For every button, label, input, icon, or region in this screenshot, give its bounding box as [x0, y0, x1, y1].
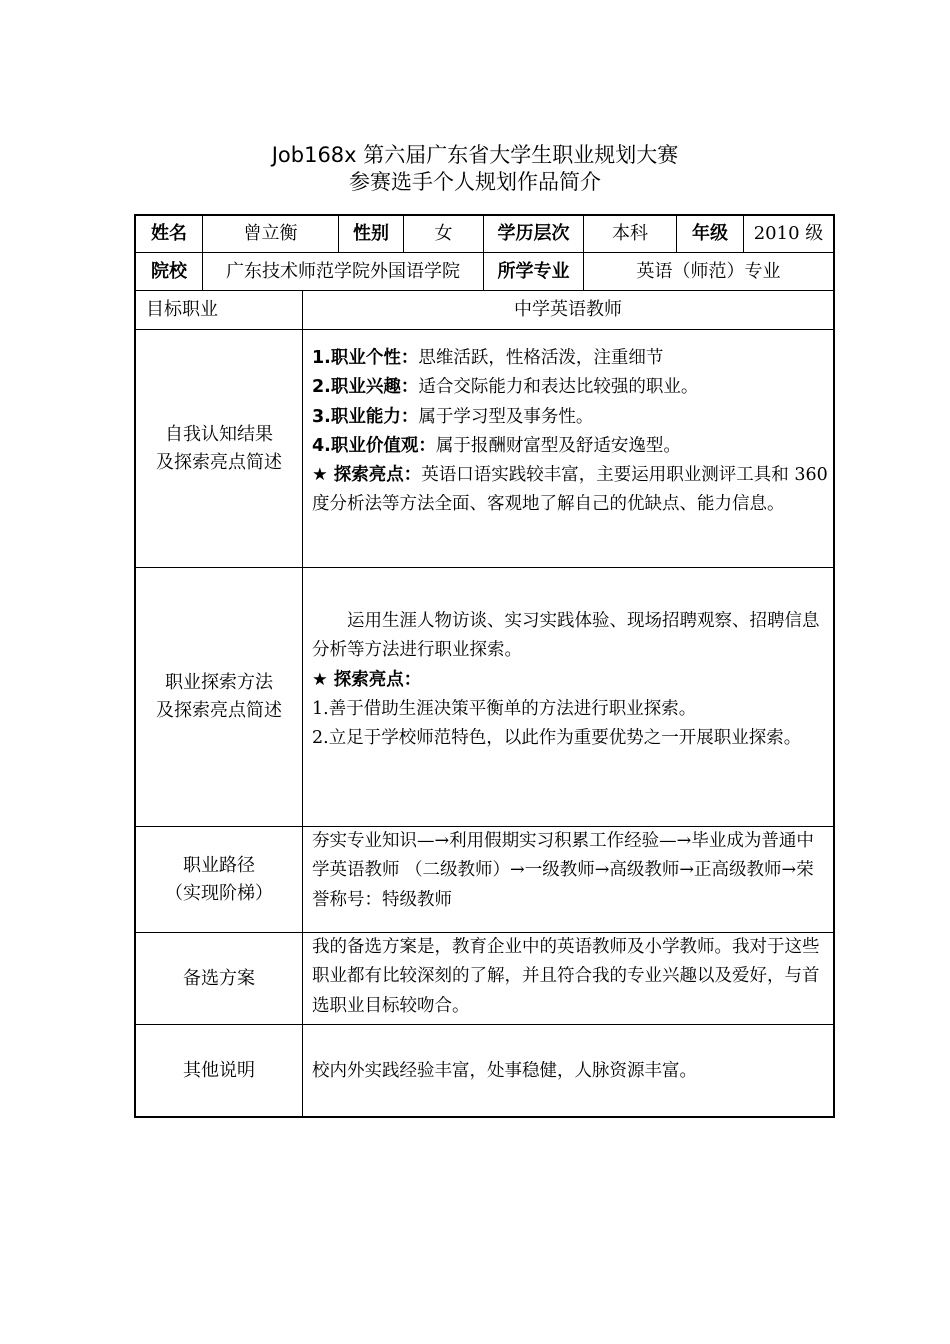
- alternative-plan-text: 我的备选方案是，教育企业中的英语教师及小学教师。我对于这些职业都有比较深刻的了解，并且符合我的专业兴趣以及爱好，与首选职业目标较吻合。: [312, 937, 820, 1016]
- profile-table: [134, 214, 835, 1118]
- values-text: 属于报酬财富型及舒适安逸型。: [435, 435, 681, 456]
- personality-text: 思维活跃，性格活泼，注重细节: [418, 348, 664, 368]
- other-notes-text: 校内外实践经验丰富，处事稳健，人脉资源丰富。: [312, 1060, 697, 1081]
- school-value: 广东技术师范学院外国语学院: [226, 260, 460, 282]
- grade-label: 年级: [692, 223, 728, 244]
- gender-value: 女: [434, 223, 453, 244]
- education-label: 学历层次: [497, 223, 570, 244]
- career-exploration-label-line1: 职业探索方法: [165, 672, 273, 693]
- self-highlight-text: 英语口语实践较丰富，主要运用职业测评工具和 360 度分析法等方法全面、客观地了解自己的优缺点、能力信息。: [312, 465, 828, 515]
- document-title: Job168x 第六届广东省大学生职业规划大赛: [271, 143, 679, 167]
- target-career-label: 目标职业: [146, 299, 218, 320]
- major-value: 英语（师范）专业: [636, 260, 781, 282]
- values-heading: 4.职业价值观：: [312, 435, 436, 456]
- career-path-content: [312, 827, 828, 915]
- personality-heading: 1.职业个性：: [312, 348, 419, 368]
- exploration-highlight-heading: ★ 探索亮点：: [312, 669, 422, 690]
- self-cognition-label-line1: 自我认知结果: [165, 423, 273, 445]
- grade-value: 2010 级: [753, 223, 824, 244]
- name-label: 姓名: [151, 223, 187, 244]
- career-path-label-line1: 职业路径: [183, 854, 255, 876]
- gender-label: 性别: [353, 223, 389, 244]
- career-exploration-label: [136, 568, 302, 826]
- ability-heading: 3.职业能力：: [312, 406, 419, 427]
- self-highlight-heading: ★ 探索亮点：: [312, 465, 422, 486]
- career-exploration-content: [312, 607, 828, 753]
- alternative-plan-label: 备选方案: [183, 967, 255, 989]
- exploration-point-2: 2.立足于学校师范特色，以此作为重要优势之一开展职业探索。: [312, 728, 802, 749]
- exploration-point-1: 1.善于借助生涯决策平衡单的方法进行职业探索。: [312, 698, 697, 719]
- document-subtitle: 参赛选手个人规划作品简介: [349, 170, 601, 194]
- career-path-label: [136, 827, 302, 932]
- major-label: 所学专业: [497, 260, 570, 282]
- school-label: 院校: [151, 260, 187, 282]
- name-value: 曾立衡: [243, 223, 298, 244]
- interest-text: 适合交际能力和表达比较强的职业。: [418, 377, 699, 398]
- alternative-plan-content: [312, 933, 828, 1021]
- self-cognition-content: [312, 344, 828, 520]
- education-value: 本科: [612, 223, 648, 244]
- career-path-label-line2: （实现阶梯）: [165, 882, 273, 904]
- self-cognition-label: [136, 330, 302, 567]
- target-career-value: 中学英语教师: [514, 299, 622, 320]
- exploration-intro: 运用生涯人物访谈、实习实践体验、现场招聘观察、招聘信息分析等方法进行职业探索。: [312, 611, 820, 661]
- career-path-text: 夯实专业知识—→利用假期实习积累工作经验—→毕业成为普通中学英语教师 （二级教师）→一级教师→高级教师→正高级教师→荣誉称号：特级教师: [312, 831, 814, 910]
- ability-text: 属于学习型及事务性。: [418, 406, 594, 427]
- self-cognition-label-line2: 及探索亮点简述: [156, 451, 282, 473]
- other-notes-label: 其他说明: [183, 1059, 255, 1081]
- career-exploration-label-line2: 及探索亮点简述: [156, 700, 282, 721]
- interest-heading: 2.职业兴趣：: [312, 377, 419, 398]
